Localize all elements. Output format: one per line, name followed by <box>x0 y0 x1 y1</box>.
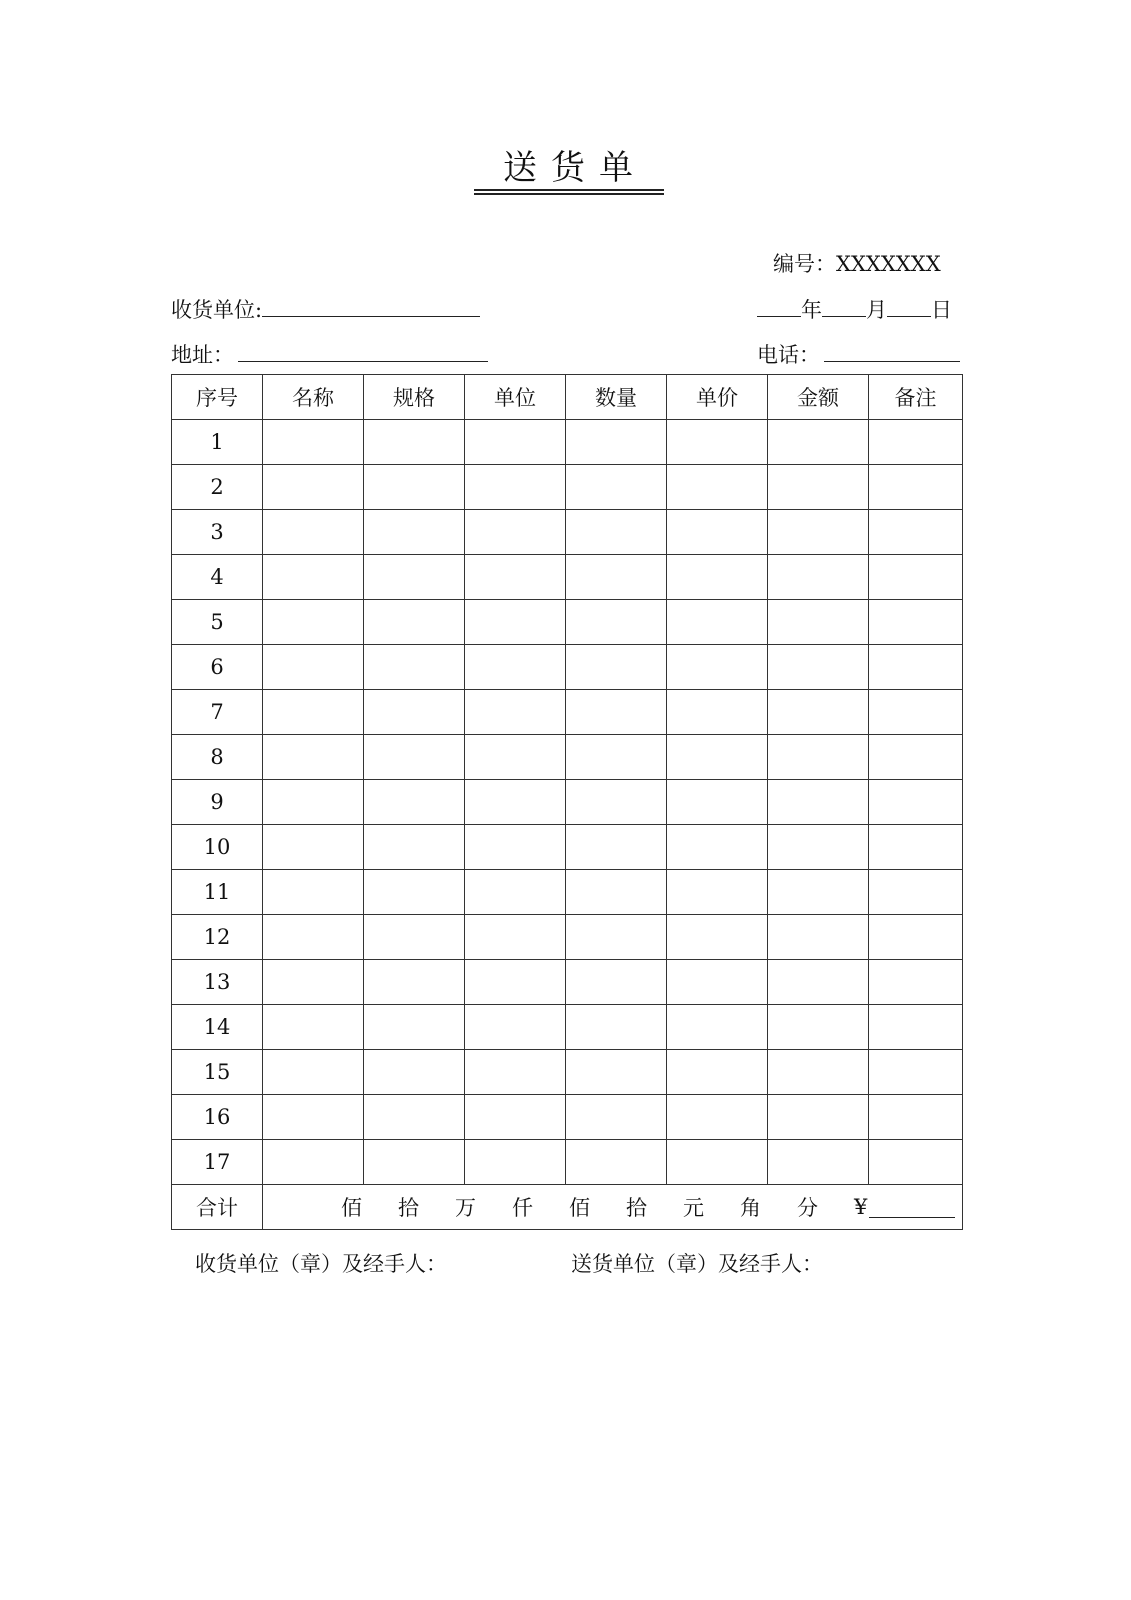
unit-label: 佰 <box>569 1196 590 1220</box>
row-index: 7 <box>172 690 263 735</box>
row-index: 3 <box>172 510 263 555</box>
quantity-cell[interactable] <box>566 735 667 780</box>
row-index: 12 <box>172 915 263 960</box>
header-quantity: 数量 <box>566 375 667 420</box>
unit-price-cell[interactable] <box>667 1095 768 1140</box>
name-cell[interactable] <box>263 600 364 645</box>
name-cell[interactable] <box>263 1095 364 1140</box>
quantity-cell[interactable] <box>566 1140 667 1185</box>
remarks-cell[interactable] <box>869 600 963 645</box>
unit-cell[interactable] <box>465 1140 566 1185</box>
unit-price-cell[interactable] <box>667 420 768 465</box>
name-cell[interactable] <box>263 465 364 510</box>
unit-price-cell[interactable] <box>667 915 768 960</box>
receiver-field <box>171 294 480 324</box>
amount-cell[interactable] <box>768 1140 869 1185</box>
remarks-cell[interactable] <box>869 780 963 825</box>
row-index: 13 <box>172 960 263 1005</box>
total-row <box>172 1185 963 1230</box>
quantity-cell[interactable] <box>566 825 667 870</box>
yen-symbol: ¥ <box>854 1195 868 1219</box>
quantity-cell[interactable] <box>566 600 667 645</box>
quantity-cell[interactable] <box>566 915 667 960</box>
amount-cell[interactable] <box>768 1095 869 1140</box>
remarks-cell[interactable] <box>869 915 963 960</box>
remarks-cell[interactable] <box>869 960 963 1005</box>
spec-cell[interactable] <box>364 960 465 1005</box>
unit-cell[interactable] <box>465 960 566 1005</box>
header-index: 序号 <box>172 375 263 420</box>
row-index: 11 <box>172 870 263 915</box>
name-cell[interactable] <box>263 690 364 735</box>
table-row <box>172 645 963 690</box>
unit-label: 拾 <box>626 1196 647 1220</box>
unit-cell[interactable] <box>465 825 566 870</box>
unit-cell[interactable] <box>465 1095 566 1140</box>
serial-number <box>773 250 941 278</box>
quantity-cell[interactable] <box>566 1050 667 1095</box>
unit-cell[interactable] <box>465 1005 566 1050</box>
row-index: 4 <box>172 555 263 600</box>
row-index: 9 <box>172 780 263 825</box>
name-cell[interactable] <box>263 1140 364 1185</box>
unit-cell[interactable] <box>465 915 566 960</box>
quantity-cell[interactable] <box>566 510 667 555</box>
unit-price-cell[interactable] <box>667 1050 768 1095</box>
table-row <box>172 1005 963 1050</box>
amount-cell[interactable] <box>768 825 869 870</box>
date-field <box>757 294 952 324</box>
total-label: 合计 <box>172 1185 263 1230</box>
row-index: 5 <box>172 600 263 645</box>
title-underline-bottom <box>474 193 664 195</box>
receiver-signature: 收货单位（章）及经手人： <box>195 1252 447 1276</box>
remarks-cell[interactable] <box>869 555 963 600</box>
yen-amount-input[interactable] <box>869 1197 955 1218</box>
quantity-cell[interactable] <box>566 1005 667 1050</box>
unit-label: 佰 <box>341 1196 362 1220</box>
unit-label: 拾 <box>398 1196 419 1220</box>
day-label: 日 <box>931 298 952 322</box>
table-row <box>172 1095 963 1140</box>
table-row <box>172 600 963 645</box>
remarks-cell[interactable] <box>869 690 963 735</box>
unit-price-cell[interactable] <box>667 1140 768 1185</box>
unit-price-cell[interactable] <box>667 735 768 780</box>
table-row <box>172 420 963 465</box>
unit-cell[interactable] <box>465 780 566 825</box>
table-header-row <box>172 375 963 420</box>
table-row <box>172 735 963 780</box>
amount-cell[interactable] <box>768 1005 869 1050</box>
remarks-cell[interactable] <box>869 735 963 780</box>
serial-label: 编号： <box>773 252 836 276</box>
day-input[interactable] <box>887 294 931 317</box>
table-row <box>172 780 963 825</box>
unit-price-cell[interactable] <box>667 870 768 915</box>
remarks-cell[interactable] <box>869 1005 963 1050</box>
remarks-cell[interactable] <box>869 1050 963 1095</box>
unit-label: 万 <box>455 1196 476 1220</box>
unit-cell[interactable] <box>465 690 566 735</box>
remarks-cell[interactable] <box>869 1095 963 1140</box>
spec-cell[interactable] <box>364 510 465 555</box>
name-cell[interactable] <box>263 735 364 780</box>
spec-cell[interactable] <box>364 1140 465 1185</box>
unit-price-cell[interactable] <box>667 555 768 600</box>
table-row <box>172 870 963 915</box>
row-index: 8 <box>172 735 263 780</box>
spec-cell[interactable] <box>364 735 465 780</box>
unit-price-cell[interactable] <box>667 645 768 690</box>
remarks-cell[interactable] <box>869 645 963 690</box>
amount-cell[interactable] <box>768 465 869 510</box>
unit-price-cell[interactable] <box>667 465 768 510</box>
unit-cell[interactable] <box>465 555 566 600</box>
spec-cell[interactable] <box>364 1005 465 1050</box>
unit-cell[interactable] <box>465 510 566 555</box>
table-row <box>172 960 963 1005</box>
remarks-cell[interactable] <box>869 870 963 915</box>
unit-price-cell[interactable] <box>667 780 768 825</box>
name-cell[interactable] <box>263 780 364 825</box>
serial-value: XXXXXXX <box>836 252 941 276</box>
name-cell[interactable] <box>263 645 364 690</box>
amount-cell[interactable] <box>768 690 869 735</box>
unit-price-cell[interactable] <box>667 600 768 645</box>
quantity-cell[interactable] <box>566 690 667 735</box>
amount-cell[interactable] <box>768 1050 869 1095</box>
remarks-cell[interactable] <box>869 510 963 555</box>
amount-cell[interactable] <box>768 510 869 555</box>
table-row <box>172 555 963 600</box>
spec-cell[interactable] <box>364 645 465 690</box>
table-row <box>172 1050 963 1095</box>
title-underline-top <box>474 189 664 191</box>
table-row <box>172 825 963 870</box>
amount-cell[interactable] <box>768 645 869 690</box>
spec-cell[interactable] <box>364 1095 465 1140</box>
unit-label: 仟 <box>512 1196 533 1220</box>
row-index: 14 <box>172 1005 263 1050</box>
table-row <box>172 465 963 510</box>
unit-label: 分 <box>797 1196 818 1220</box>
table-row <box>172 1140 963 1185</box>
name-cell[interactable] <box>263 1005 364 1050</box>
quantity-cell[interactable] <box>566 645 667 690</box>
amount-cell[interactable] <box>768 960 869 1005</box>
unit-price-cell[interactable] <box>667 1005 768 1050</box>
header-name: 名称 <box>263 375 364 420</box>
total-amount-cell[interactable] <box>263 1185 963 1230</box>
quantity-cell[interactable] <box>566 960 667 1005</box>
quantity-cell[interactable] <box>566 555 667 600</box>
name-cell[interactable] <box>263 555 364 600</box>
sender-signature: 送货单位（章）及经手人： <box>571 1252 823 1276</box>
receiver-input[interactable] <box>262 294 480 317</box>
amount-in-words <box>263 1192 962 1222</box>
name-cell[interactable] <box>263 915 364 960</box>
spec-cell[interactable] <box>364 690 465 735</box>
row-index: 6 <box>172 645 263 690</box>
spec-cell[interactable] <box>364 555 465 600</box>
unit-price-cell[interactable] <box>667 825 768 870</box>
amount-cell[interactable] <box>768 915 869 960</box>
spec-cell[interactable] <box>364 600 465 645</box>
header-spec: 规格 <box>364 375 465 420</box>
name-cell[interactable] <box>263 825 364 870</box>
unit-cell[interactable] <box>465 465 566 510</box>
header-amount: 金额 <box>768 375 869 420</box>
name-cell[interactable] <box>263 510 364 555</box>
amount-cell[interactable] <box>768 555 869 600</box>
year-input[interactable] <box>757 294 801 317</box>
name-cell[interactable] <box>263 870 364 915</box>
unit-label: 角 <box>740 1196 761 1220</box>
unit-cell[interactable] <box>465 870 566 915</box>
header-unit-price: 单价 <box>667 375 768 420</box>
unit-price-cell[interactable] <box>667 690 768 735</box>
header-unit: 单位 <box>465 375 566 420</box>
remarks-cell[interactable] <box>869 825 963 870</box>
unit-price-cell[interactable] <box>667 960 768 1005</box>
spec-cell[interactable] <box>364 915 465 960</box>
remarks-cell[interactable] <box>869 465 963 510</box>
row-index: 1 <box>172 420 263 465</box>
unit-cell[interactable] <box>465 1050 566 1095</box>
address-field <box>171 339 488 369</box>
remarks-cell[interactable] <box>869 1140 963 1185</box>
table-row <box>172 690 963 735</box>
quantity-cell[interactable] <box>566 1095 667 1140</box>
unit-cell[interactable] <box>465 420 566 465</box>
row-index: 2 <box>172 465 263 510</box>
address-label: 地址： <box>171 343 234 367</box>
amount-cell[interactable] <box>768 420 869 465</box>
amount-cell[interactable] <box>768 780 869 825</box>
phone-input[interactable] <box>824 339 960 362</box>
spec-cell[interactable] <box>364 825 465 870</box>
spec-cell[interactable] <box>364 420 465 465</box>
name-cell[interactable] <box>263 420 364 465</box>
quantity-cell[interactable] <box>566 780 667 825</box>
amount-cell[interactable] <box>768 870 869 915</box>
unit-price-cell[interactable] <box>667 510 768 555</box>
document-title: 送货单 <box>503 148 647 188</box>
spec-cell[interactable] <box>364 870 465 915</box>
unit-cell[interactable] <box>465 645 566 690</box>
row-index: 16 <box>172 1095 263 1140</box>
row-index: 17 <box>172 1140 263 1185</box>
row-index: 15 <box>172 1050 263 1095</box>
table-row <box>172 915 963 960</box>
header-remarks: 备注 <box>869 375 963 420</box>
phone-field <box>757 339 960 369</box>
address-input[interactable] <box>238 339 488 362</box>
unit-cell[interactable] <box>465 600 566 645</box>
unit-label: 元 <box>683 1196 704 1220</box>
spec-cell[interactable] <box>364 780 465 825</box>
month-input[interactable] <box>822 294 866 317</box>
amount-cell[interactable] <box>768 735 869 780</box>
unit-cell[interactable] <box>465 735 566 780</box>
row-index: 10 <box>172 825 263 870</box>
year-label: 年 <box>801 298 822 322</box>
name-cell[interactable] <box>263 960 364 1005</box>
delivery-table <box>171 374 963 1230</box>
spec-cell[interactable] <box>364 465 465 510</box>
quantity-cell[interactable] <box>566 465 667 510</box>
amount-cell[interactable] <box>768 600 869 645</box>
remarks-cell[interactable] <box>869 420 963 465</box>
quantity-cell[interactable] <box>566 420 667 465</box>
phone-label: 电话： <box>757 343 820 367</box>
spec-cell[interactable] <box>364 1050 465 1095</box>
receiver-label: 收货单位: <box>171 298 263 322</box>
quantity-cell[interactable] <box>566 870 667 915</box>
table-row <box>172 510 963 555</box>
month-label: 月 <box>866 298 887 322</box>
name-cell[interactable] <box>263 1050 364 1095</box>
